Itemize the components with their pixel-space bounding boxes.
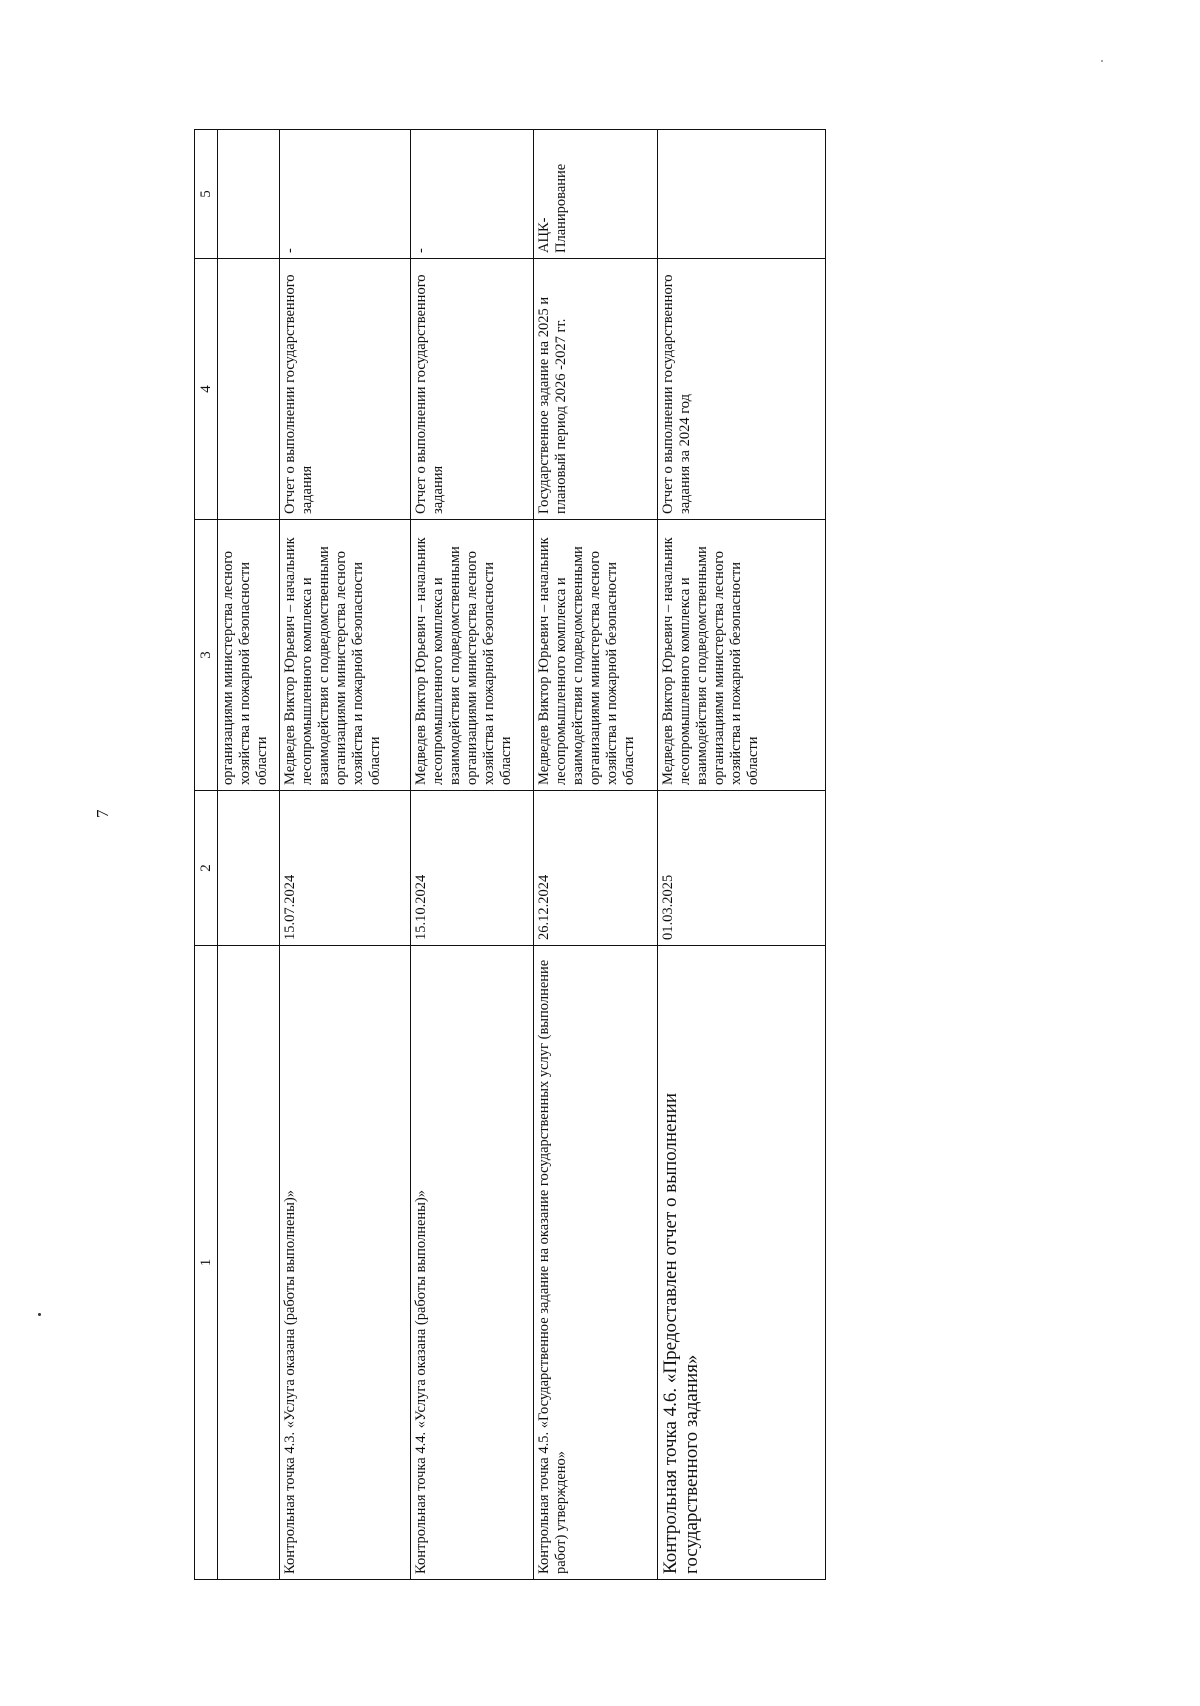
continuation-responsible: организациями министерства лесного хозяйства и пожарной безопасности области — [218, 520, 280, 791]
continuation-row — [218, 130, 280, 1580]
continuation-cell-5 — [218, 130, 280, 259]
date-cell: 01.03.2025 — [658, 791, 826, 946]
checkpoint-cell: Контрольная точка 4.5. «Государственное задание на оказание государственных услуг (выполнение работ) утверждено» — [534, 946, 658, 1580]
checkpoint-cell: Контрольная точка 4.6. «Предоставлен отчет о выполнении государственного задания» — [658, 946, 826, 1580]
system-cell: АЦК-Планирование — [534, 130, 658, 259]
date-cell: 26.12.2024 — [534, 791, 658, 946]
continuation-cell-1 — [218, 946, 280, 1580]
table-row — [534, 130, 658, 1580]
rotated-table-container — [194, 130, 826, 1580]
responsible-cell: Медведев Виктор Юрьевич – начальник лесопромышленного комплекса и взаимодействия с подведомственными организациями министерства лесного хозяйства и пожарной безопасности области — [534, 520, 658, 791]
document-cell: Государственное задание на 2025 и плановый период 2026 -2027 гг. — [534, 259, 658, 520]
responsible-cell: Медведев Виктор Юрьевич – начальник лесопромышленного комплекса и взаимодействия с подведомственными организациями министерства лесного хозяйства и пожарной безопасности области — [280, 520, 411, 791]
continuation-cell-2 — [218, 791, 280, 946]
scan-speck — [38, 1313, 41, 1316]
system-cell: - — [280, 130, 411, 259]
header-cell-3: 3 — [195, 520, 218, 791]
system-cell — [658, 130, 826, 259]
scan-speck — [1101, 60, 1103, 62]
document-cell: Отчет о выполнении государственного задания за 2024 год — [658, 259, 826, 520]
table-row — [658, 130, 826, 1580]
checkpoint-cell: Контрольная точка 4.3. «Услуга оказана (работы выполнены)» — [280, 946, 411, 1580]
header-cell-1: 1 — [195, 946, 218, 1580]
date-cell: 15.07.2024 — [280, 791, 411, 946]
control-points-table — [194, 129, 826, 1580]
responsible-cell: Медведев Виктор Юрьевич – начальник лесопромышленного комплекса и взаимодействия с подведомственными организациями министерства лесного хозяйства и пожарной безопасности области — [411, 520, 534, 791]
document-cell: Отчет о выполнении государственного задания — [411, 259, 534, 520]
responsible-cell: Медведев Виктор Юрьевич – начальник лесопромышленного комплекса и взаимодействия с подведомственными организациями министерства лесного хозяйства и пожарной безопасности области — [658, 520, 826, 791]
date-cell: 15.10.2024 — [411, 791, 534, 946]
continuation-cell-4 — [218, 259, 280, 520]
table-row — [280, 130, 411, 1580]
header-cell-2: 2 — [195, 791, 218, 946]
header-row — [195, 130, 218, 1580]
page-number: 7 — [93, 809, 112, 818]
document-cell: Отчет о выполнении государственного задания — [280, 259, 411, 520]
table-row — [411, 130, 534, 1580]
checkpoint-cell: Контрольная точка 4.4. «Услуга оказана (работы выполнены)» — [411, 946, 534, 1580]
system-cell: - — [411, 130, 534, 259]
header-cell-4: 4 — [195, 259, 218, 520]
header-cell-5: 5 — [195, 130, 218, 259]
